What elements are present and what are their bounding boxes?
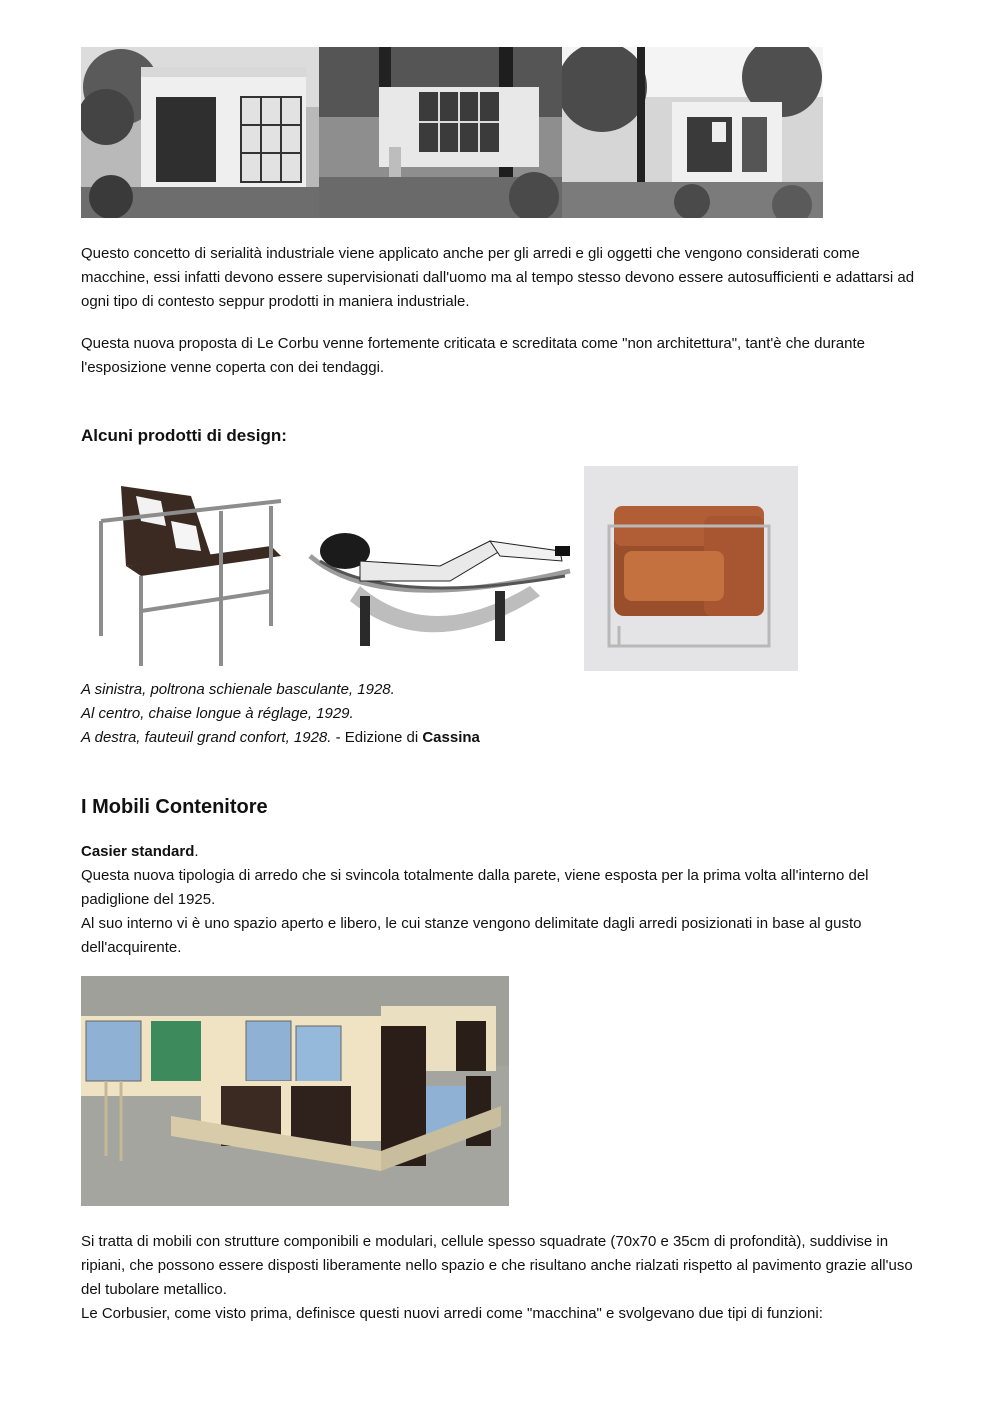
- casier-dot: .: [194, 843, 199, 860]
- casier-paragraph-2: Al suo interno vi è uno spazio aperto e libero, le cui stanze vengono delimitate dagli arredi posizionati in base al gusto dell'acquirente.: [81, 915, 862, 956]
- caption-right: A destra, fauteuil grand confort, 1928.: [81, 729, 332, 746]
- product-captions: [81, 678, 926, 750]
- intro-paragraph-2: Questa nuova proposta di Le Corbu venne fortemente criticata e screditata come "non architettura", tant'è che durante l'esposizione venne coperta con dei tendaggi.: [81, 335, 865, 376]
- mobili-description: [81, 1230, 926, 1326]
- caption-right-suffix: - Edizione di: [331, 729, 423, 746]
- pavilion-photo-strip: [81, 47, 823, 218]
- casier-block: [81, 840, 926, 960]
- chaise-longue-image: [300, 466, 580, 671]
- pavilion-photo-3: [562, 47, 823, 218]
- casier-standard-image: [81, 976, 509, 1206]
- armchair-lc2-image: [584, 466, 798, 671]
- intro-paragraph-1: Questo concetto di serialità industriale viene applicato anche per gli arredi e gli oggetti che vengono considerati come macchine, essi infatti devono essere supervisionati dall'uomo ma al tempo stesso devono essere autosufficienti e adattarsi ad ogni tipo di contesto seppur prodotti in maniera industriale.: [81, 245, 915, 310]
- caption-left: A sinistra, poltrona schienale basculante, 1928.: [81, 681, 395, 698]
- caption-center: Al centro, chaise longue à réglage, 1929.: [81, 705, 354, 722]
- casier-paragraph-1: Questa nuova tipologia di arredo che si svincola totalmente dalla parete, viene esposta per la prima volta all'interno del padiglione del 1925.: [81, 867, 869, 908]
- section-heading-mobili: I Mobili Contenitore: [81, 796, 268, 818]
- casier-title: Casier standard: [81, 843, 195, 860]
- pavilion-photo-1: [81, 47, 319, 218]
- caption-brand: Cassina: [422, 729, 480, 746]
- mobili-paragraph-3: Si tratta di mobili con strutture componibili e modulari, cellule spesso squadrate (70x70 e 35cm di profondità), suddivise in ripiani, che possono essere disposti liberamente nello spazio e che risultano anche rialzati rispetto al pavimento grazie all'uso del tubolare metallico.: [81, 1233, 913, 1298]
- mobili-paragraph-4: Le Corbusier, come visto prima, definisce questi nuovi arredi come "macchina" e svolgevano due tipi di funzioni:: [81, 1305, 823, 1322]
- design-heading: Alcuni prodotti di design:: [81, 426, 287, 445]
- pavilion-photo-2: [319, 47, 562, 218]
- chair-lc1-image: [81, 466, 296, 671]
